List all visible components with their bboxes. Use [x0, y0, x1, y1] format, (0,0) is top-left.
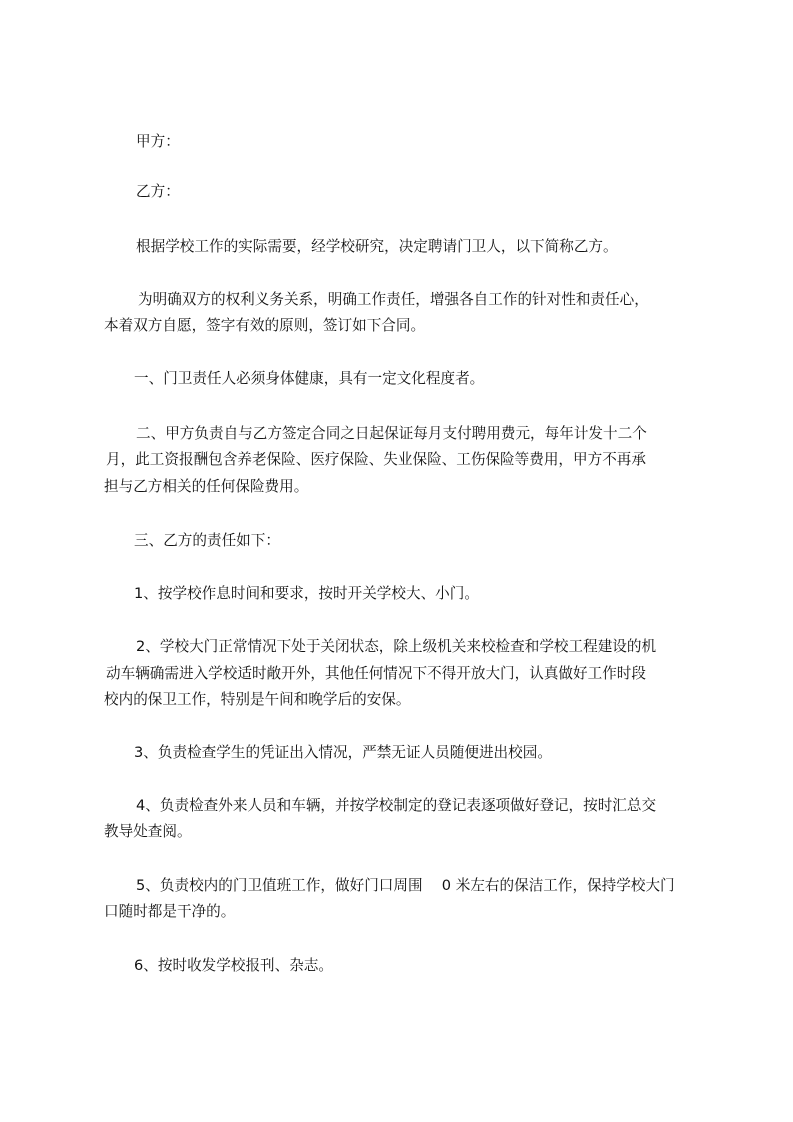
duty-5-line: 5、负责校内的门卫值班工作，做好门口周围 0 米左右的保洁工作，保持学校大门: [136, 877, 675, 894]
duty-4-line: 4、负责检查外来人员和车辆，并按学校制定的登记表逐项做好登记，按时汇总交: [136, 797, 657, 814]
clause-2-line: 月，此工资报酬包含养老保险、医疗保险、失业保险、工伤保险等费用，甲方不再承: [106, 451, 646, 468]
clause-1: 一、门卫责任人必须身体健康，具有一定文化程度者。: [134, 370, 485, 387]
purpose-line: 为明确双方的权利义务关系，明确工作责任，增强各自工作的针对性和责任心，: [138, 291, 649, 308]
party-b-label: 乙方：: [136, 183, 180, 200]
duty-2-line: 2、学校大门正常情况下处于关闭状态，除上级机关来校检查和学校工程建设的机: [136, 638, 657, 655]
party-a-label: 甲方：: [136, 133, 180, 150]
purpose-line: 本着双方自愿，签字有效的原则，签订如下合同。: [104, 317, 426, 334]
intro-paragraph: 根据学校工作的实际需要，经学校研究，决定聘请门卫人，以下简称乙方。: [136, 238, 618, 255]
duty-1: 1、按学校作息时间和要求，按时开关学校大、小门。: [134, 585, 479, 602]
duty-2-line: 校内的保卫工作，特别是午间和晚学后的安保。: [104, 691, 411, 708]
duty-3: 3、负责检查学生的凭证出入情况，严禁无证人员随便进出校园。: [134, 744, 552, 761]
duty-4-line: 教导处查阅。: [104, 823, 192, 840]
duty-5-line: 口随时都是干净的。: [104, 903, 236, 920]
clause-3-heading: 三、乙方的责任如下：: [134, 532, 280, 549]
duty-2-line: 动车辆确需进入学校适时敞开外，其他任何情况下不得开放大门，认真做好工作时段: [106, 665, 646, 682]
clause-2-line: 二、甲方负责自与乙方签定合同之日起保证每月支付聘用费元，每年计发十二个: [136, 425, 647, 442]
duty-6: 6、按时收发学校报刊、杂志。: [134, 957, 334, 974]
clause-2-line: 担与乙方相关的任何保险费用。: [104, 478, 309, 495]
